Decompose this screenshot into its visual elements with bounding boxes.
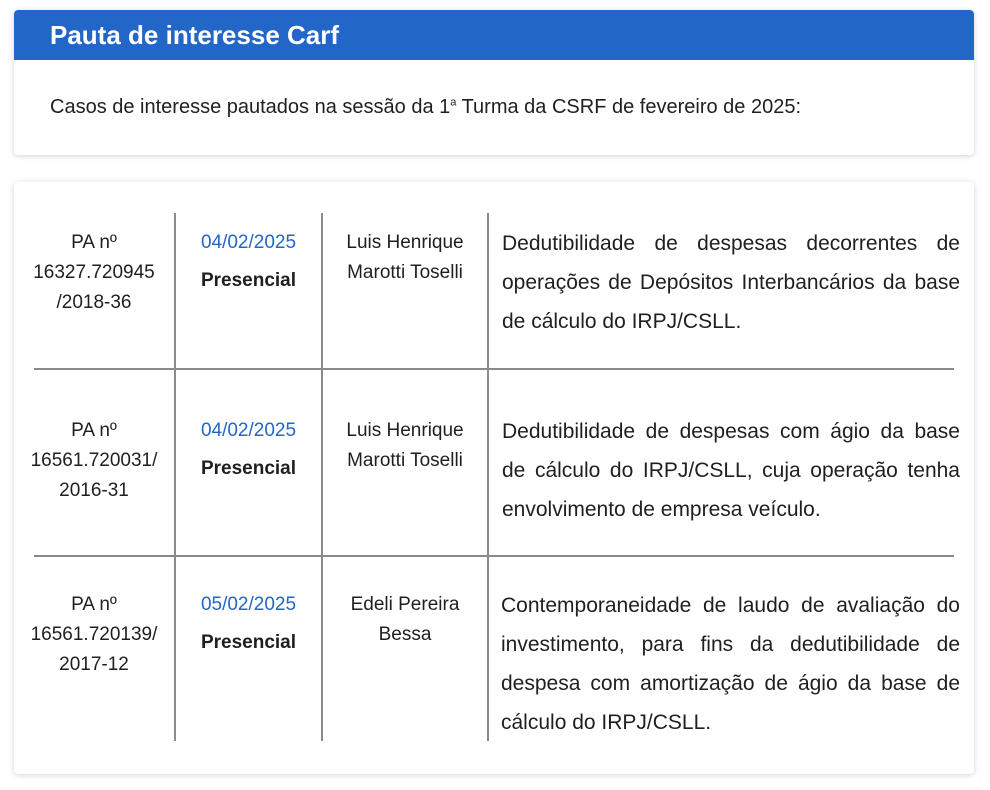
- pa-number-line1: 16327.720945: [33, 262, 155, 283]
- column-divider: [321, 213, 323, 741]
- table-row-1-relator: [323, 228, 487, 288]
- session-mode: Presencial: [200, 632, 297, 653]
- table-row-1-session: [176, 228, 321, 296]
- pa-number-line1: 16561.720139/: [30, 624, 158, 645]
- relator-line2: Marotti Toselli: [347, 450, 463, 471]
- intro-card: [14, 10, 974, 155]
- cases-table: [14, 182, 974, 774]
- session-date: 05/02/2025: [200, 594, 297, 615]
- relator-line2: Bessa: [378, 624, 432, 645]
- pa-label: PA nº: [71, 232, 117, 253]
- relator-line1: Luis Henrique: [346, 420, 464, 441]
- intro-text-before: Casos de interesse pautados na sessão da 1: [50, 96, 451, 118]
- table-row-3-session: [176, 590, 321, 658]
- session-mode: Presencial: [200, 458, 297, 479]
- intro-text: [50, 96, 801, 119]
- intro-text-after: Turma da CSRF de fevereiro de 2025:: [456, 96, 802, 118]
- table-row-3-description: Contemporaneidade de laudo de avaliação do investimento, para fins da dedutibilidade de despesa com amortização de ágio da base de cálculo do IRPJ/CSLL.: [501, 594, 960, 734]
- table-row-3-process-number: [14, 590, 174, 680]
- pa-label: PA nº: [71, 594, 117, 615]
- column-divider: [487, 213, 489, 741]
- intro-text-ordinal: a: [450, 96, 457, 109]
- pa-number-line2: /2018-36: [56, 292, 132, 313]
- table-row-2-process-number: [14, 416, 174, 506]
- session-date: 04/02/2025: [200, 232, 297, 253]
- row-divider: [34, 555, 954, 557]
- relator-line1: Edeli Pereira: [350, 594, 460, 615]
- pa-number-line2: 2017-12: [59, 654, 129, 675]
- pa-number-line2: 2016-31: [59, 480, 129, 501]
- table-row-1-description: Dedutibilidade de despesas decorrentes de operações de Depósitos Interbancários da base de cálculo do IRPJ/CSLL.: [502, 232, 960, 333]
- pa-number-line1: 16561.720031/: [30, 450, 158, 471]
- table-row-2-relator: [323, 416, 487, 476]
- table-row-2-description: Dedutibilidade de despesas com ágio da base de cálculo do IRPJ/CSLL, cuja operação tenha envolvimento de empresa veículo.: [502, 420, 960, 521]
- relator-line2: Marotti Toselli: [347, 262, 463, 283]
- session-date: 04/02/2025: [200, 420, 297, 441]
- table-row-3-relator: [323, 590, 487, 650]
- session-mode: Presencial: [200, 270, 297, 291]
- row-divider: [34, 368, 954, 370]
- relator-line1: Luis Henrique: [346, 232, 464, 253]
- pa-label: PA nº: [71, 420, 117, 441]
- table-row-2-session: [176, 416, 321, 484]
- page-title: Pauta de interesse Carf: [14, 10, 974, 60]
- table-row-1-process-number: [14, 228, 174, 318]
